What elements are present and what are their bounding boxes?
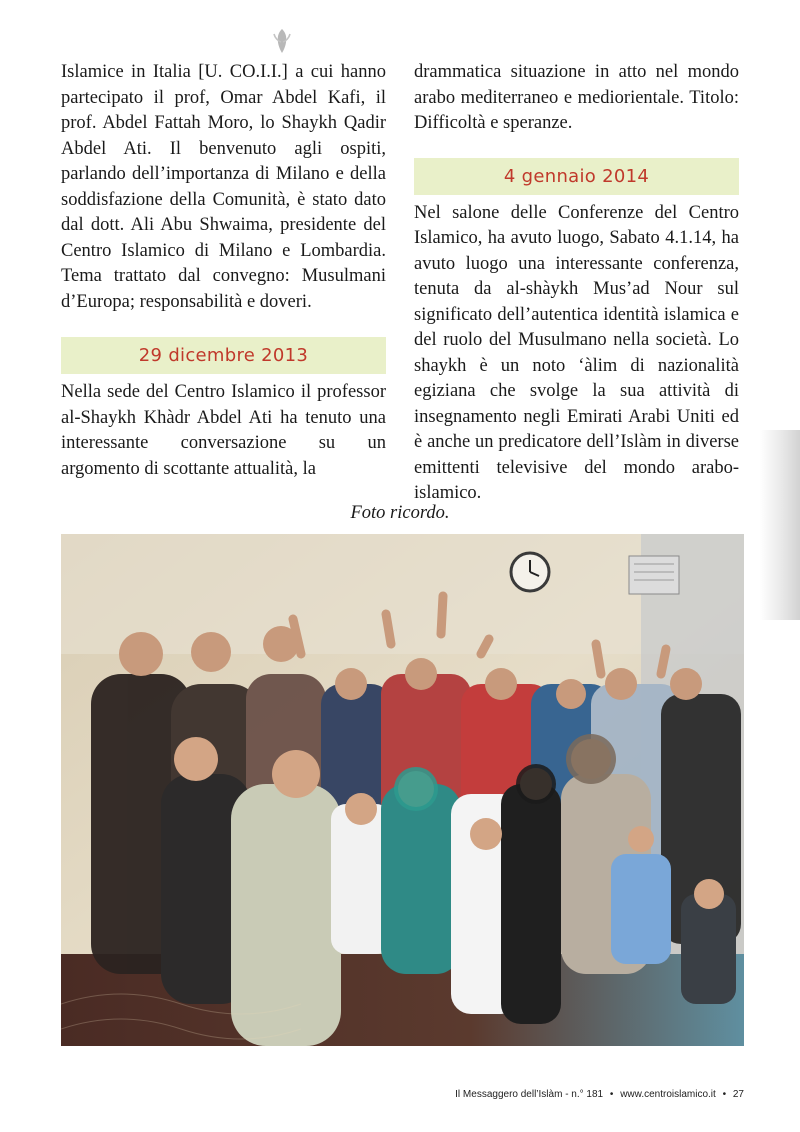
right-paragraph-2: Nel salone delle Conferenze del Centro Islamico, ha avuto luogo, Sabato 4.1.14, ha avuto luogo una interessante conferenza, tenuta da al-shàykh Mus’ad Nour sul significato dell’autentica identità islamica e del ruolo del Musulmano nella società. Lo shaykh è un noto ‘àlim di nazionalità egiziana che svolge la sua attività di insegnamento negli Emirati Arabi Uniti ed è anche un predicatore dell’Islàm in diverse emittenti televisive del mondo arabo-islamico. <box>414 202 739 503</box>
date-heading-4-gennaio: 4 gennaio 2014 <box>414 158 739 195</box>
left-paragraph-2: Nella sede del Centro Islamico il professor al-Shaykh Khàdr Abdel Ati ha tenuto una interessante conversazione su un argomento di scottante attualità, la <box>61 382 386 479</box>
group-photo <box>61 534 744 1046</box>
magazine-logo-icon <box>270 28 294 54</box>
page-edge-tab <box>760 430 800 620</box>
page-footer <box>451 1089 744 1100</box>
wall-clock-icon <box>511 553 549 591</box>
footer-website: www.centroislamico.it <box>620 1089 716 1100</box>
air-conditioner-icon <box>629 556 679 594</box>
right-column <box>414 60 739 507</box>
group-photo-illustration <box>61 534 744 1046</box>
right-paragraph-1: drammatica situazione in atto nel mondo arabo mediterraneo e mediorientale. Titolo: Difficoltà e speranze. <box>414 62 739 133</box>
footer-separator-2: • <box>722 1089 727 1100</box>
footer-separator-1: • <box>609 1089 614 1100</box>
left-paragraph-1: Islamice in Italia [U. CO.I.I.] a cui hanno partecipato il prof, Omar Abdel Kafi, il prof. Abdel Fattah Moro, lo Shaykh Qadir Abdel Ati. Il benvenuto agli ospiti, parlando dell’importanza di Milano e della soddisfazione della Comunità, è stato dato dal dott. Ali Abu Shwaima, presidente del Centro Islamico di Milano e Lombardia. Tema trattato dal convegno: Musulmani d’Europa; responsabilità e doveri. <box>61 62 386 312</box>
photo-caption: Foto ricordo. <box>350 503 450 523</box>
footer-publication: Il Messaggero dell’Islàm - n.° 181 <box>455 1089 604 1100</box>
footer-page-number: 27 <box>732 1089 744 1100</box>
date-heading-29-dicembre: 29 dicembre 2013 <box>61 337 386 374</box>
left-column <box>61 60 386 482</box>
